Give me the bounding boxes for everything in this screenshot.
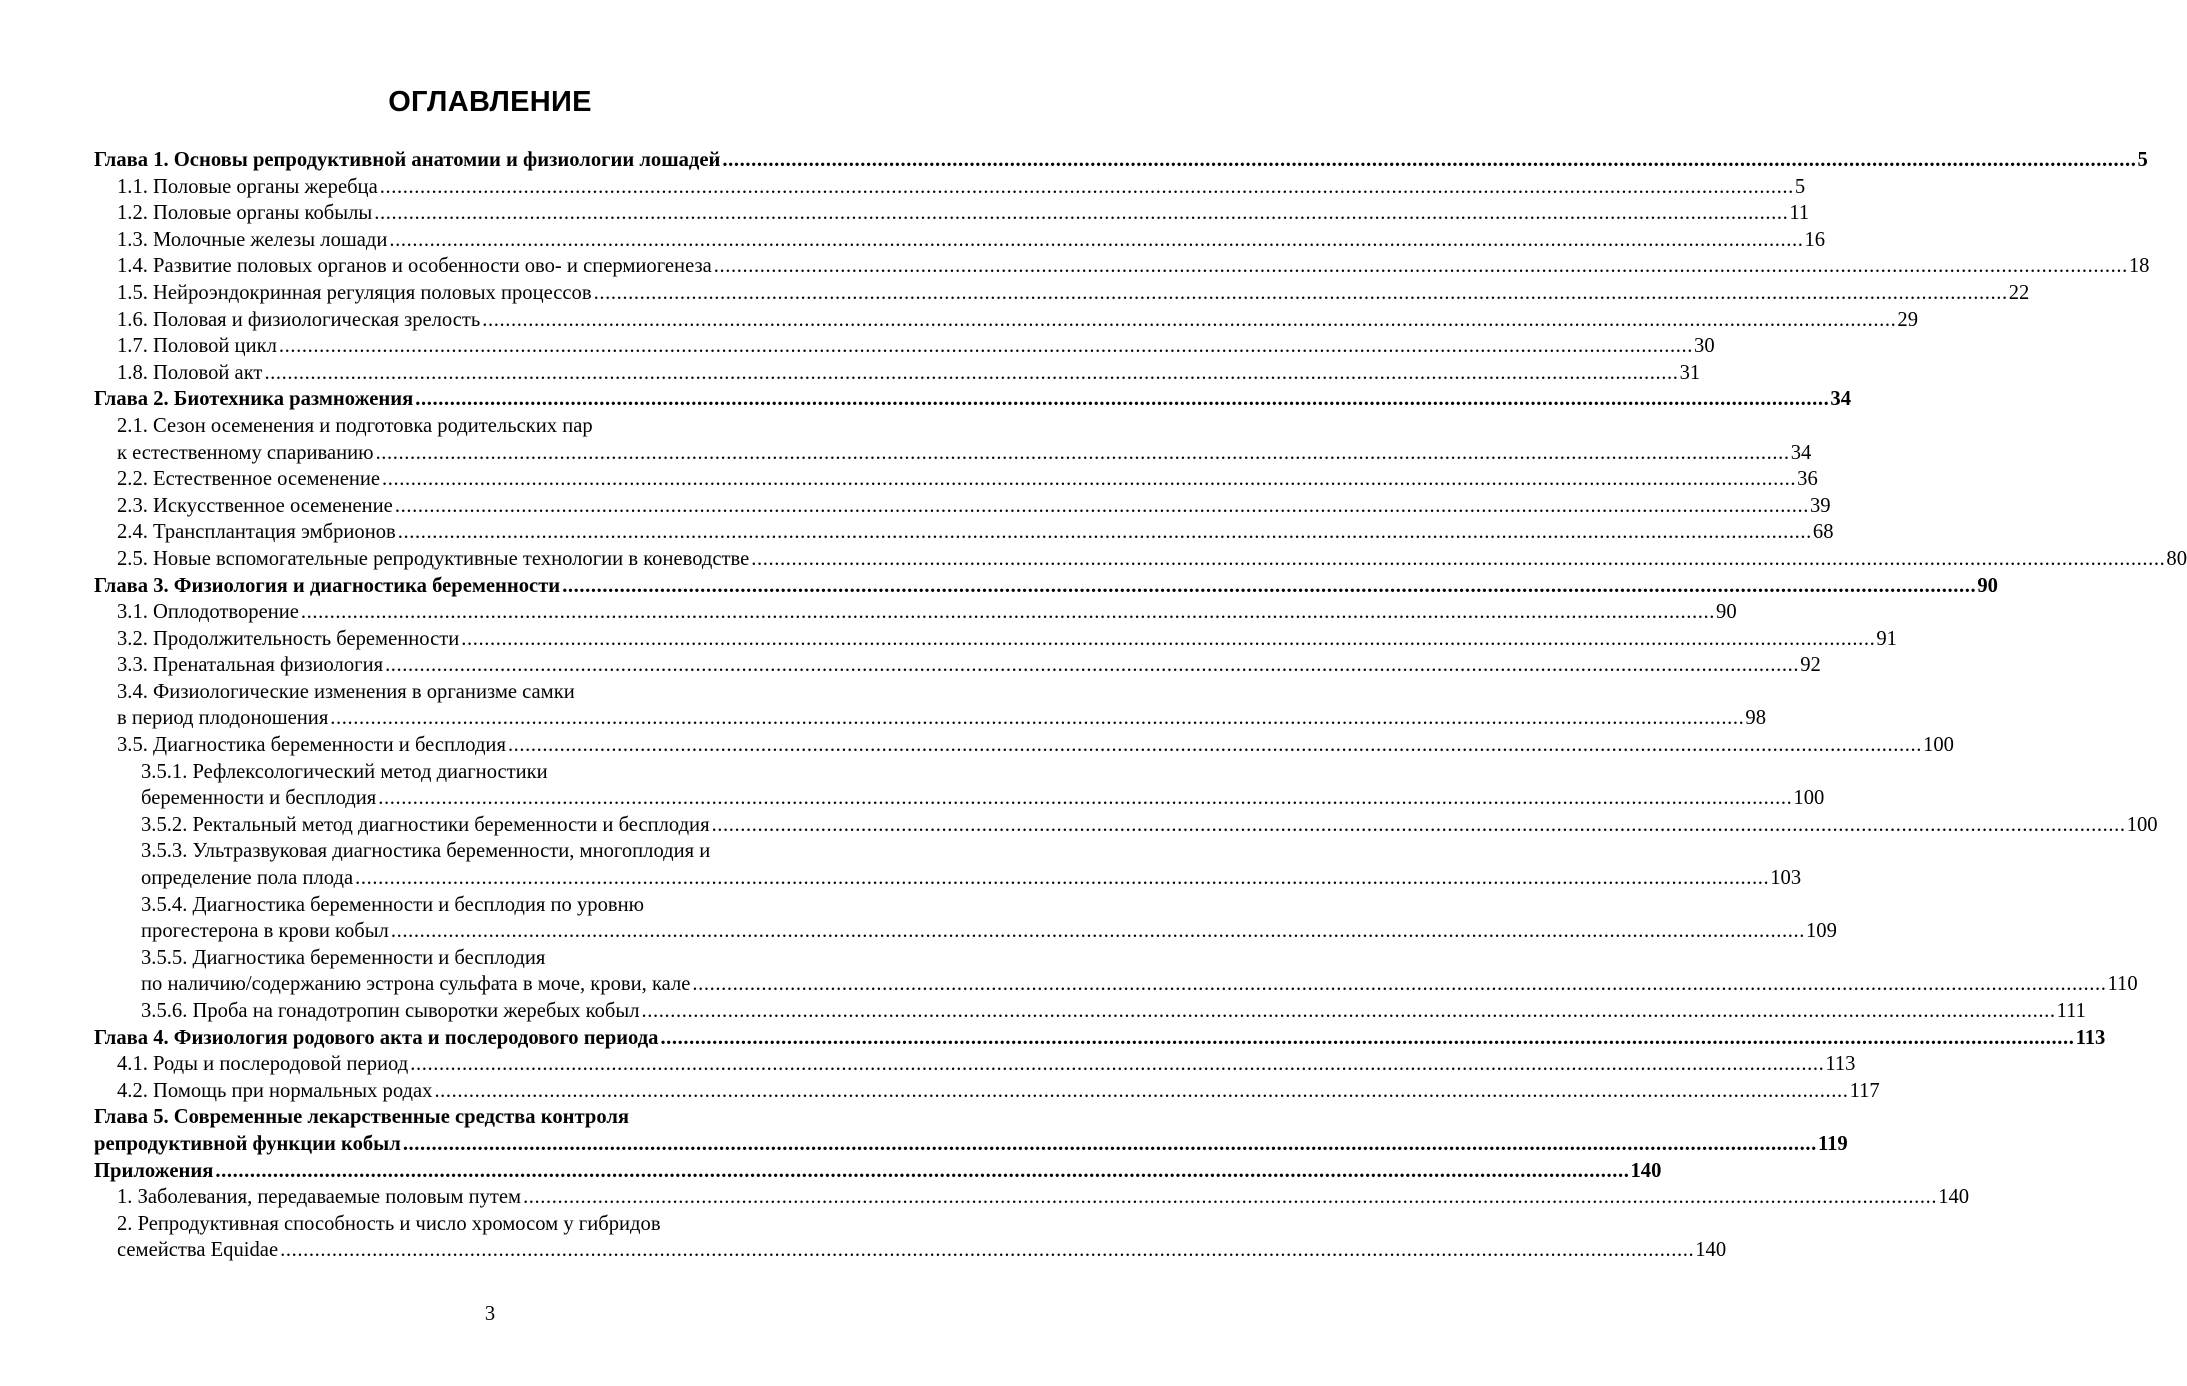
toc-leader-dots: [712, 812, 2126, 839]
toc-entry-page: 11: [1789, 202, 1810, 225]
toc-entry[interactable]: [94, 705, 1767, 732]
toc-entry-page: 22: [2008, 281, 2030, 304]
toc-entry-title: 3.5. Диагностика беременности и бесплодия: [117, 734, 506, 757]
toc-entry[interactable]: [94, 227, 1826, 254]
toc-entry[interactable]: [94, 599, 1737, 626]
toc-leader-dots: [660, 1025, 2074, 1052]
toc-entry-title: 1. Заболевания, передаваемые половым путем: [117, 1186, 522, 1209]
toc-leader-dots: [562, 573, 1976, 600]
toc-entry-title: прогестерона в крови кобыл: [141, 920, 389, 943]
toc-entry[interactable]: [94, 892, 886, 919]
toc-entry-page: 5: [1794, 175, 1806, 198]
toc-entry[interactable]: [94, 1078, 1880, 1105]
toc-leader-dots: [714, 253, 2128, 280]
toc-entry-title: 2.3. Искусственное осеменение: [117, 494, 393, 517]
toc-entry[interactable]: [94, 918, 1837, 945]
toc-entry-title: Глава 4. Физиология родового акта и послеродового периода: [94, 1026, 659, 1049]
toc-entry[interactable]: [94, 679, 886, 706]
toc-entry[interactable]: [94, 466, 1818, 493]
toc-entry-page: 90: [1977, 574, 1998, 597]
toc-entry[interactable]: [94, 945, 886, 972]
toc-entry-page: 92: [1800, 654, 1821, 677]
toc-entry-title: 3.5.1. Рефлексологический метод диагностики: [141, 760, 548, 783]
toc-entry[interactable]: [94, 413, 886, 440]
toc-entry-page: 98: [1745, 707, 1767, 730]
toc-leader-dots: [461, 626, 1875, 653]
toc-entry[interactable]: [94, 333, 1715, 360]
toc-leader-dots: [391, 918, 1805, 945]
toc-entry-title: репродуктивной функции кобыл: [94, 1132, 401, 1155]
toc-leader-dots: [523, 1184, 1937, 1211]
toc-entry[interactable]: [94, 280, 2030, 307]
toc-entry[interactable]: [94, 307, 1918, 334]
toc-leader-dots: [751, 546, 2165, 573]
toc-entry-page: 68: [1812, 521, 1834, 544]
toc-leader-dots: [398, 519, 1812, 546]
toc-leader-dots: [403, 1131, 1817, 1158]
page-title: ОГЛАВЛЕНИЕ: [388, 86, 592, 118]
toc-leader-dots: [385, 652, 1799, 679]
toc-entry-page: 30: [1694, 335, 1715, 358]
toc-entry-title: 3.5.3. Ультразвуковая диагностика беременности, многоплодия и: [141, 840, 711, 863]
toc-leader-dots: [382, 466, 1796, 493]
toc-entry[interactable]: [94, 386, 1851, 413]
toc-entry-page: 39: [1809, 494, 1831, 517]
toc-entry-page: 140: [1695, 1239, 1727, 1262]
toc-leader-dots: [508, 732, 1922, 759]
toc-entry-page: 103: [1770, 867, 1802, 890]
toc-entry-title: 3.5.6. Проба на гонадотропин сыворотки жеребых кобыл: [141, 1000, 640, 1022]
toc-entry-page: 140: [1938, 1186, 1970, 1209]
toc-entry-page: 119: [1817, 1132, 1848, 1155]
toc-leader-dots: [280, 1237, 1694, 1264]
toc-entry-page: 91: [1876, 627, 1897, 650]
toc-entry-title: Глава 5. Современные лекарственные средства контроля: [94, 1106, 630, 1129]
toc-entry[interactable]: [94, 626, 1897, 653]
toc-entry[interactable]: [94, 573, 1998, 600]
toc-leader-dots: [692, 971, 2106, 998]
toc-entry-title: Глава 3. Физиология и диагностика беременности: [94, 574, 561, 597]
toc-entry-title: 1.6. Половая и физиологическая зрелость: [117, 308, 481, 331]
page-number: 3: [484, 1303, 496, 1325]
toc-entry-page: 31: [1679, 361, 1701, 384]
toc-entry-title: 1.1. Половые органы жеребца: [117, 175, 378, 198]
toc-entry-title: 3.3. Пренатальная физиология: [117, 654, 384, 677]
toc-entry-title: к естественному спариванию: [117, 441, 374, 464]
toc-leader-dots: [279, 333, 1693, 360]
toc-entry-page: 34: [1790, 441, 1812, 464]
toc-entry[interactable]: [94, 1211, 886, 1238]
toc-leader-dots: [301, 599, 1715, 626]
toc-entry-title: 1.5. Нейроэндокринная регуляция половых процессов: [117, 281, 592, 304]
toc-entry-title: 1.7. Половой цикл: [117, 335, 277, 358]
toc-entry[interactable]: [94, 1131, 1848, 1158]
toc-leader-dots: [482, 307, 1896, 334]
toc-leader-dots: [594, 280, 2008, 307]
toc-leader-dots: [380, 174, 1794, 201]
toc-entry-page: 109: [1805, 920, 1837, 943]
toc-entry-title: 1.8. Половой акт: [117, 361, 263, 384]
toc-entry[interactable]: [94, 519, 1834, 546]
toc-entry-title: 2.1. Сезон осеменения и подготовка родительских пар: [117, 414, 593, 437]
toc-entry-title: 2.5. Новые вспомогательные репродуктивные технологии в коневодстве: [117, 547, 750, 570]
toc-entry[interactable]: [94, 546, 2187, 573]
toc-entry-title: 3.5.4. Диагностика беременности и бесплодия по уровню: [141, 893, 645, 916]
toc-entry[interactable]: [94, 1051, 1856, 1078]
toc-entry-title: семейства Equidae: [117, 1239, 279, 1262]
toc-entry[interactable]: [94, 493, 1831, 520]
toc-entry-page: 140: [1630, 1159, 1662, 1182]
toc-entry-title: Глава 2. Биотехника размножения: [94, 388, 414, 411]
toc-entry[interactable]: [94, 1025, 2106, 1052]
toc-entry-page: 16: [1804, 228, 1826, 251]
toc-entry-title: 1.4. Развитие половых органов и особенности ово- и спермиогенеза: [117, 255, 712, 278]
toc-entry[interactable]: [94, 785, 1825, 812]
toc-entry-title: 3.5.2. Ректальный метод диагностики беременности и бесплодия: [141, 813, 710, 836]
toc-entry-title: Глава 1. Основы репродуктивной анатомии и физиологии лошадей: [94, 149, 721, 171]
toc-entry[interactable]: [94, 865, 1802, 892]
toc-entry-title: 3.1. Оплодотворение: [117, 601, 299, 624]
toc-entry[interactable]: [94, 812, 2158, 839]
toc-entry-title: 2. Репродуктивная способность и число хромосом у гибридов: [117, 1212, 661, 1235]
toc-entry-page: 113: [2075, 1026, 2106, 1049]
toc-leader-dots: [330, 705, 1744, 732]
toc-entry-title: 3.5.5. Диагностика беременности и бесплодия: [141, 946, 546, 969]
toc-entry-page: 80: [2166, 547, 2187, 570]
toc-entry-title: 3.4. Физиологические изменения в организме самки: [117, 680, 575, 703]
toc-entry-page: 29: [1897, 308, 1918, 331]
toc-entry[interactable]: [94, 440, 1812, 467]
toc-entry[interactable]: [94, 838, 886, 865]
toc-leader-dots: [410, 1051, 1824, 1078]
toc-entry-title: Приложения: [94, 1159, 214, 1182]
toc-entry-page: 110: [2107, 973, 2138, 996]
toc-entry-page: 36: [1797, 468, 1818, 491]
toc-entry-title: 4.1. Роды и послеродовой период: [117, 1053, 409, 1076]
toc-leader-dots: [389, 227, 1803, 254]
toc-entry-title: 1.3. Молочные железы лошади: [117, 228, 388, 251]
toc-entry-page: 100: [1793, 787, 1825, 810]
toc-entry[interactable]: [94, 1158, 1662, 1185]
toc-leader-dots: [264, 360, 1678, 387]
toc-entry-page: 117: [1849, 1079, 1880, 1102]
toc-entry-page: 100: [2126, 813, 2158, 836]
toc-entry-title: 1.2. Половые органы кобылы: [117, 202, 373, 225]
toc-entry-title: в период плодоношения: [117, 707, 329, 730]
toc-entry-title: по наличию/содержанию эстрона сульфата в моче, крови, кале: [141, 973, 691, 996]
toc-entry[interactable]: [94, 1184, 1970, 1211]
toc-entry[interactable]: [94, 147, 2148, 174]
toc-entry-page: 5: [2137, 149, 2148, 171]
toc-entry[interactable]: [94, 732, 1954, 759]
toc-entry-title: беременности и бесплодия: [141, 787, 377, 810]
toc-entry[interactable]: [94, 253, 2150, 280]
toc-leader-dots: [215, 1158, 1629, 1185]
toc-entry[interactable]: [94, 652, 1821, 679]
toc-leader-dots: [378, 785, 1792, 812]
toc-leader-dots: [722, 147, 2136, 174]
toc-entry-page: 18: [2128, 255, 2150, 278]
toc-leader-dots: [374, 200, 1788, 227]
toc-entry-title: 2.2. Естественное осеменение: [117, 468, 381, 491]
toc-entry[interactable]: [94, 1104, 886, 1131]
toc-entry[interactable]: [94, 998, 2086, 1025]
toc-entry-page: 111: [2056, 1000, 2086, 1022]
toc-entry-page: 100: [1923, 734, 1954, 757]
toc-leader-dots: [355, 865, 1769, 892]
toc-leader-dots: [415, 386, 1829, 413]
toc-leader-dots: [434, 1078, 1848, 1105]
toc-entry[interactable]: [94, 1237, 1727, 1264]
toc-entry-page: 113: [1825, 1053, 1856, 1076]
toc-entry[interactable]: [94, 759, 886, 786]
toc-entry-page: 90: [1716, 601, 1737, 624]
toc-entry[interactable]: [94, 174, 1806, 201]
toc-entry-title: 2.4. Трансплантация эмбрионов: [117, 521, 396, 544]
toc-entry[interactable]: [94, 360, 1701, 387]
table-of-contents: [94, 147, 2187, 1264]
toc-entry-title: 4.2. Помощь при нормальных родах: [117, 1079, 433, 1102]
toc-entry-title: 3.2. Продолжительность беременности: [117, 627, 460, 650]
toc-leader-dots: [641, 998, 2055, 1025]
toc-entry-page: 34: [1830, 388, 1851, 411]
toc-entry[interactable]: [94, 200, 1810, 227]
toc-entry-title: определение пола плода: [141, 867, 354, 890]
toc-leader-dots: [376, 440, 1790, 467]
toc-entry[interactable]: [94, 971, 2138, 998]
toc-leader-dots: [395, 493, 1809, 520]
